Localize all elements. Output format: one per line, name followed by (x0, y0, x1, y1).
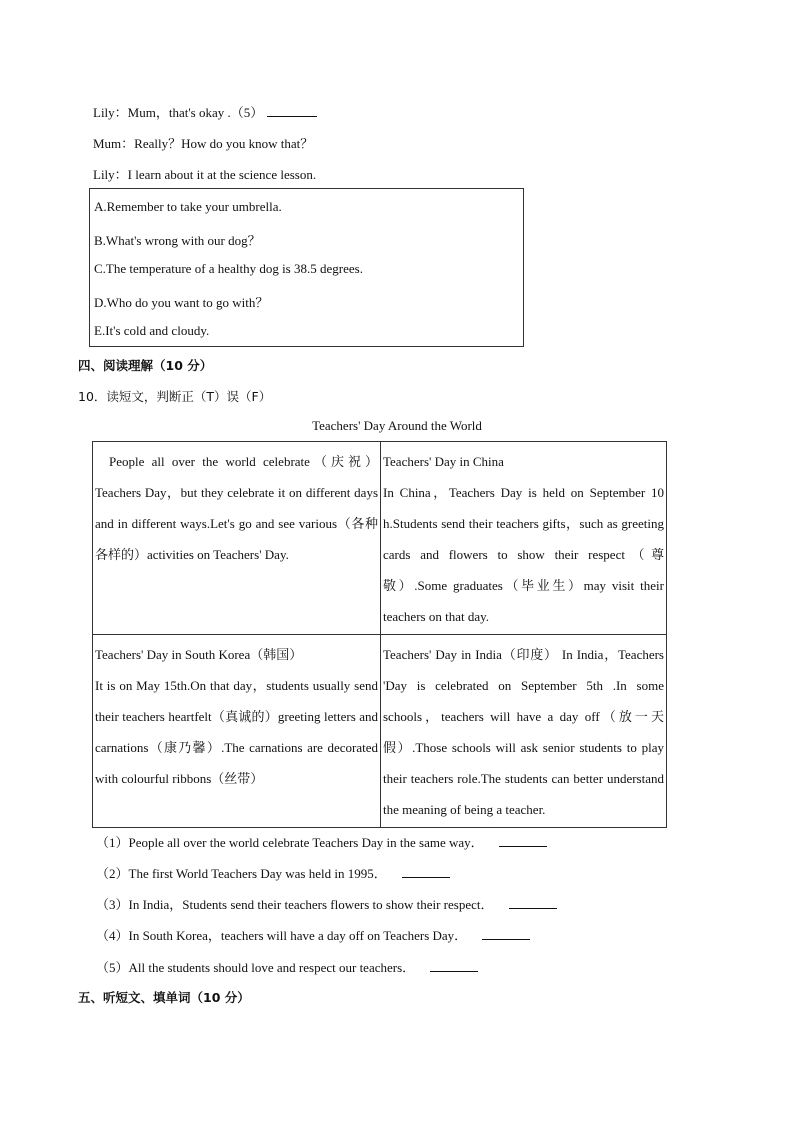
speaker: Mum： (93, 136, 135, 151)
korea-title: Teachers' Day in South Korea（韩国） (95, 647, 303, 662)
dialog-text: I learn about it at the science lesson. (127, 167, 317, 182)
india-cell (381, 635, 667, 828)
statement-text: （4）In South Korea，teachers will have a day off on Teachers Day． (96, 928, 468, 943)
passage-title: Teachers' Day Around the World (312, 418, 482, 433)
section-4-heading: 四、阅读理解（10 分） (78, 358, 213, 373)
dialog-line-1 (93, 102, 317, 121)
question-10-instruction: 10．读短文，判断正（T）误（F） (78, 389, 272, 404)
answer-blank[interactable] (267, 104, 317, 117)
statement-1 (96, 832, 547, 851)
answer-blank[interactable] (509, 896, 557, 909)
statement-text: （1）People all over the world celebrate Teachers Day in the same way． (96, 835, 484, 850)
china-body: In China，Teachers Day is held on September 10 h.Students send their teachers gifts，such as greeting cards and flowers to show their respect（尊敬）.Some graduates（毕业生）may visit their teachers on that day. (383, 485, 664, 624)
options-box (89, 188, 524, 347)
intro-text: People all over the world celebrate（庆祝）Teachers Day，but they celebrate it on different days and in different ways.Let's go and see various（各种各样的）activities on Teachers' Day. (95, 454, 378, 562)
dialog-line-2 (93, 133, 313, 152)
statement-2 (96, 863, 450, 882)
intro-cell (93, 442, 381, 635)
india-body: In India，Teachers 'Day is celebrated on September 5th .In some schools，teachers will have a day off（放一天假）.Those schools will ask senior students to play their teachers role.The students can better understand the meaning of being a teacher. (383, 647, 664, 817)
option-a: A.Remember to take your umbrella. (94, 199, 282, 214)
option-d: D.Who do you want to go with？ (94, 295, 269, 310)
china-cell (381, 442, 667, 635)
dialog-text: Really？How do you know that？ (134, 136, 314, 151)
dialog-line-3 (93, 164, 316, 183)
statement-text: （5）All the students should love and respect our teachers． (96, 960, 416, 975)
india-title: Teachers' Day in India（印度） (383, 647, 558, 662)
statement-4 (96, 925, 530, 944)
answer-blank[interactable] (482, 927, 530, 940)
statement-text: （2）The first World Teachers Day was held in 1995． (96, 866, 387, 881)
dialog-text: Mum，that's okay .（5） (127, 105, 264, 120)
option-c: C.The temperature of a healthy dog is 38.5 degrees. (94, 261, 363, 276)
option-b: B.What's wrong with our dog？ (94, 233, 261, 248)
statement-text: （3）In India，Students send their teachers flowers to show their respect． (96, 897, 494, 912)
statement-5 (96, 957, 478, 976)
china-title: Teachers' Day in China (383, 454, 504, 469)
passage-table (92, 441, 667, 828)
korea-body: It is on May 15th.On that day，students usually send their teachers heartfelt（真诚的）greeting letters and carnations（康乃馨）.The carnations are decorated with colourful ribbons（丝带） (95, 678, 378, 786)
section-5-heading: 五、听短文、填单词（10 分） (78, 990, 250, 1005)
speaker: Lily： (93, 167, 128, 182)
answer-blank[interactable] (402, 865, 450, 878)
option-e: E.It's cold and cloudy. (94, 323, 210, 338)
statement-3 (96, 894, 557, 913)
answer-blank[interactable] (499, 834, 547, 847)
korea-cell (93, 635, 381, 828)
speaker: Lily： (93, 105, 128, 120)
answer-blank[interactable] (430, 959, 478, 972)
